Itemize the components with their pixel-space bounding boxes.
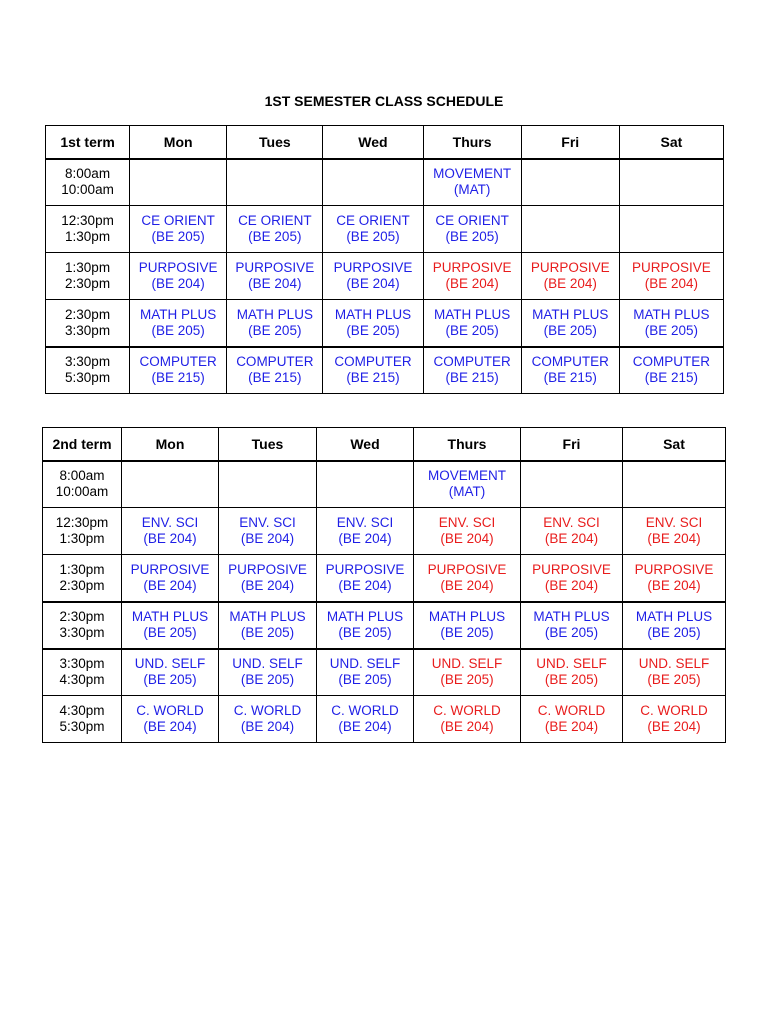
- class-name: MATH PLUS: [532, 306, 609, 322]
- class-cell: [227, 347, 323, 394]
- day-header-tues: Tues: [219, 428, 317, 461]
- class-cell: [619, 347, 723, 394]
- class-room: (BE 204): [544, 531, 599, 546]
- class-cell: [423, 159, 521, 206]
- class-room: (BE 204): [248, 276, 302, 291]
- class-cell: [619, 253, 723, 300]
- day-header-thurs: Thurs: [423, 126, 521, 159]
- class-cell: [122, 649, 219, 696]
- header-row: [43, 428, 726, 461]
- class-name: MOVEMENT: [427, 468, 506, 484]
- day-header-wed: Wed: [323, 126, 423, 159]
- schedule-row: [43, 461, 726, 508]
- day-header-fri: Fri: [521, 428, 623, 461]
- empty-cell: [619, 206, 723, 253]
- class-name: CE ORIENT: [435, 213, 509, 228]
- class-cell: [414, 649, 521, 696]
- class-cell: [323, 253, 423, 300]
- class-room: (BE 205): [240, 672, 295, 688]
- schedule-table-1st-term: [45, 125, 724, 394]
- empty-cell: [317, 461, 414, 508]
- class-room: (BE 204): [440, 577, 494, 593]
- day-header-mon: Mon: [122, 428, 219, 461]
- time-start: 12:30pm: [61, 213, 114, 228]
- class-name: UND. SELF: [329, 656, 401, 672]
- class-room: (BE 204): [647, 577, 701, 593]
- schedule-row: [43, 555, 726, 602]
- class-cell: [521, 555, 623, 602]
- class-name: UND. SELF: [134, 656, 206, 672]
- class-name: PURPOSIVE: [325, 561, 405, 577]
- time-slot-cell: [46, 159, 130, 206]
- class-name: UND. SELF: [232, 656, 303, 672]
- class-cell: [323, 300, 423, 347]
- class-room: (BE 204): [544, 719, 599, 734]
- time-start: 4:30pm: [59, 703, 105, 718]
- class-cell: [317, 555, 414, 602]
- class-room: (BE 205): [445, 322, 499, 338]
- class-cell: [122, 602, 219, 649]
- class-name: C. WORLD: [433, 703, 501, 718]
- class-name: COMPUTER: [334, 354, 412, 370]
- class-cell: [130, 347, 227, 394]
- class-room: (BE 204): [338, 531, 392, 546]
- schedule-row: [43, 602, 726, 649]
- class-cell: [623, 555, 726, 602]
- class-name: PURPOSIVE: [228, 561, 307, 577]
- class-name: MATH PLUS: [131, 609, 209, 624]
- class-cell: [130, 300, 227, 347]
- time-end: 3:30pm: [65, 322, 111, 338]
- time-end: 5:30pm: [65, 370, 111, 386]
- class-name: MOVEMENT: [433, 166, 512, 182]
- empty-cell: [219, 461, 317, 508]
- class-name: CE ORIENT: [141, 213, 215, 228]
- class-room: (BE 205): [151, 322, 205, 338]
- time-start: 3:30pm: [59, 656, 105, 672]
- class-room: (BE 205): [647, 672, 701, 688]
- class-name: ENV. SCI: [141, 515, 199, 530]
- time-start: 2:30pm: [65, 306, 111, 322]
- day-header-sat: Sat: [619, 126, 723, 159]
- class-cell: [623, 602, 726, 649]
- class-name: PURPOSIVE: [235, 260, 315, 275]
- class-cell: [521, 347, 619, 394]
- class-name: C. WORLD: [537, 703, 606, 718]
- class-name: UND. SELF: [431, 656, 503, 672]
- class-cell: [521, 508, 623, 555]
- class-name: MATH PLUS: [635, 609, 713, 624]
- day-header-sat: Sat: [623, 428, 726, 461]
- class-name: COMPUTER: [433, 354, 511, 370]
- class-room: (MAT): [453, 182, 491, 198]
- empty-cell: [130, 159, 227, 206]
- time-slot-cell: [46, 347, 130, 394]
- class-cell: [423, 347, 521, 394]
- time-start: 8:00am: [59, 468, 105, 484]
- class-room: (BE 204): [338, 577, 392, 593]
- class-cell: [623, 649, 726, 696]
- class-cell: [130, 253, 227, 300]
- day-header-wed: Wed: [317, 428, 414, 461]
- class-cell: [317, 602, 414, 649]
- term-header: 1st term: [46, 126, 130, 159]
- time-slot-cell: [43, 461, 122, 508]
- empty-cell: [122, 461, 219, 508]
- class-room: (BE 205): [143, 625, 197, 640]
- class-cell: [219, 696, 317, 743]
- class-room: (BE 204): [240, 719, 295, 734]
- class-room: (BE 205): [151, 229, 205, 244]
- class-room: (BE 204): [143, 531, 197, 546]
- time-slot-cell: [43, 555, 122, 602]
- class-room: (BE 205): [647, 625, 701, 640]
- class-room: (BE 205): [346, 229, 400, 244]
- class-room: (BE 205): [544, 625, 599, 640]
- class-cell: [521, 253, 619, 300]
- class-cell: [414, 508, 521, 555]
- class-name: MATH PLUS: [633, 306, 710, 322]
- time-start: 1:30pm: [59, 561, 105, 577]
- term-header: 2nd term: [43, 428, 122, 461]
- class-name: MATH PLUS: [334, 306, 412, 322]
- class-room: (BE 205): [248, 322, 302, 338]
- class-name: ENV. SCI: [438, 515, 496, 530]
- class-cell: [414, 696, 521, 743]
- empty-cell: [323, 159, 423, 206]
- class-room: (BE 215): [644, 370, 699, 386]
- class-cell: [219, 602, 317, 649]
- class-name: COMPUTER: [531, 354, 609, 370]
- class-room: (BE 204): [544, 577, 599, 593]
- class-name: PURPOSIVE: [130, 561, 210, 577]
- time-slot-cell: [46, 253, 130, 300]
- class-room: (BE 204): [644, 276, 699, 291]
- schedule-row: [46, 300, 724, 347]
- time-end: 10:00am: [55, 484, 109, 500]
- class-room: (BE 215): [445, 370, 499, 386]
- class-room: (BE 215): [248, 370, 302, 386]
- class-cell: [623, 696, 726, 743]
- class-cell: [423, 206, 521, 253]
- class-name: PURPOSIVE: [532, 561, 611, 577]
- class-cell: [122, 508, 219, 555]
- class-name: MATH PLUS: [229, 609, 306, 624]
- class-name: MATH PLUS: [433, 306, 511, 322]
- class-cell: [414, 602, 521, 649]
- page-title: 1ST SEMESTER CLASS SCHEDULE: [264, 93, 504, 109]
- class-room: (BE 204): [338, 719, 392, 734]
- class-room: (BE 204): [143, 577, 197, 593]
- class-cell: [521, 300, 619, 347]
- empty-cell: [227, 159, 323, 206]
- time-slot-cell: [46, 206, 130, 253]
- class-name: ENV. SCI: [336, 515, 394, 530]
- class-name: PURPOSIVE: [432, 260, 512, 275]
- day-header-tues: Tues: [227, 126, 323, 159]
- class-name: COMPUTER: [139, 354, 217, 370]
- time-start: 2:30pm: [59, 609, 105, 624]
- class-room: (BE 215): [346, 370, 400, 386]
- class-name: UND. SELF: [638, 656, 710, 672]
- time-end: 10:00am: [61, 182, 114, 198]
- class-room: (BE 204): [543, 276, 597, 291]
- day-header-thurs: Thurs: [414, 428, 521, 461]
- class-cell: [130, 206, 227, 253]
- empty-cell: [521, 206, 619, 253]
- class-room: (BE 205): [346, 322, 400, 338]
- time-slot-cell: [43, 602, 122, 649]
- class-name: PURPOSIVE: [634, 561, 714, 577]
- class-cell: [521, 602, 623, 649]
- class-name: ENV. SCI: [543, 515, 600, 530]
- class-room: (BE 205): [440, 672, 494, 688]
- class-name: MATH PLUS: [428, 609, 506, 624]
- class-name: PURPOSIVE: [530, 260, 610, 275]
- header-row: [46, 126, 724, 159]
- class-name: C. WORLD: [233, 703, 302, 718]
- class-room: (BE 205): [445, 229, 499, 244]
- class-room: (BE 205): [338, 625, 392, 640]
- time-end: 2:30pm: [65, 276, 111, 291]
- schedule-row: [46, 159, 724, 206]
- class-cell: [323, 347, 423, 394]
- schedule-row: [46, 253, 724, 300]
- class-name: MATH PLUS: [326, 609, 404, 624]
- class-room: (BE 204): [346, 276, 400, 291]
- class-name: PURPOSIVE: [427, 561, 507, 577]
- class-room: (BE 205): [143, 672, 197, 688]
- class-name: CE ORIENT: [336, 213, 410, 228]
- class-room: (BE 205): [240, 625, 295, 640]
- class-room: (MAT): [448, 484, 486, 500]
- class-room: (BE 204): [440, 719, 494, 734]
- class-cell: [219, 508, 317, 555]
- time-end: 1:30pm: [59, 531, 105, 546]
- class-cell: [317, 508, 414, 555]
- class-room: (BE 204): [143, 719, 197, 734]
- class-cell: [122, 555, 219, 602]
- class-name: C. WORLD: [136, 703, 204, 718]
- class-cell: [623, 508, 726, 555]
- class-room: (BE 204): [240, 531, 295, 546]
- time-end: 1:30pm: [65, 229, 111, 244]
- schedule-table-2nd-term: [42, 427, 726, 743]
- class-cell: [619, 300, 723, 347]
- class-cell: [423, 300, 521, 347]
- class-room: (BE 205): [544, 672, 599, 688]
- class-cell: [227, 206, 323, 253]
- class-room: (BE 205): [338, 672, 392, 688]
- class-name: COMPUTER: [632, 354, 711, 370]
- time-end: 5:30pm: [59, 719, 105, 734]
- class-room: (BE 205): [440, 625, 494, 640]
- empty-cell: [521, 461, 623, 508]
- class-room: (BE 215): [151, 370, 205, 386]
- class-room: (BE 205): [644, 322, 699, 338]
- class-name: C. WORLD: [331, 703, 399, 718]
- time-end: 2:30pm: [59, 577, 105, 593]
- schedule-row: [43, 696, 726, 743]
- time-end: 3:30pm: [59, 625, 105, 640]
- class-cell: [423, 253, 521, 300]
- class-cell: [414, 555, 521, 602]
- class-name: ENV. SCI: [645, 515, 703, 530]
- class-name: COMPUTER: [236, 354, 314, 370]
- class-room: (BE 204): [647, 531, 701, 546]
- empty-cell: [521, 159, 619, 206]
- schedule-row: [43, 649, 726, 696]
- class-name: UND. SELF: [536, 656, 607, 672]
- class-name: MATH PLUS: [236, 306, 313, 322]
- class-room: (BE 204): [445, 276, 499, 291]
- class-room: (BE 205): [543, 322, 597, 338]
- class-name: PURPOSIVE: [138, 260, 218, 275]
- class-name: C. WORLD: [640, 703, 708, 718]
- time-slot-cell: [43, 649, 122, 696]
- time-start: 1:30pm: [65, 260, 111, 275]
- time-slot-cell: [46, 300, 130, 347]
- time-end: 4:30pm: [59, 672, 105, 688]
- class-name: CE ORIENT: [238, 213, 312, 228]
- class-room: (BE 204): [647, 719, 701, 734]
- class-cell: [227, 253, 323, 300]
- time-start: 3:30pm: [65, 354, 111, 370]
- class-cell: [219, 649, 317, 696]
- class-cell: [122, 696, 219, 743]
- empty-cell: [623, 461, 726, 508]
- day-header-mon: Mon: [130, 126, 227, 159]
- class-cell: [414, 461, 521, 508]
- day-header-fri: Fri: [521, 126, 619, 159]
- class-room: (BE 204): [240, 577, 295, 593]
- schedule-row: [46, 347, 724, 394]
- time-slot-cell: [43, 508, 122, 555]
- time-start: 8:00am: [65, 166, 111, 182]
- schedule-row: [46, 206, 724, 253]
- class-name: MATH PLUS: [140, 306, 217, 322]
- class-room: (BE 205): [248, 229, 302, 244]
- class-cell: [317, 696, 414, 743]
- class-cell: [521, 696, 623, 743]
- class-cell: [227, 300, 323, 347]
- time-slot-cell: [43, 696, 122, 743]
- class-room: (BE 215): [543, 370, 597, 386]
- class-room: (BE 204): [440, 531, 494, 546]
- class-cell: [521, 649, 623, 696]
- class-cell: [219, 555, 317, 602]
- empty-cell: [619, 159, 723, 206]
- class-name: PURPOSIVE: [632, 260, 711, 275]
- class-cell: [317, 649, 414, 696]
- class-name: ENV. SCI: [239, 515, 296, 530]
- class-name: MATH PLUS: [533, 609, 610, 624]
- class-cell: [323, 206, 423, 253]
- class-room: (BE 204): [151, 276, 205, 291]
- time-start: 12:30pm: [55, 515, 109, 530]
- class-name: PURPOSIVE: [333, 260, 413, 275]
- schedule-row: [43, 508, 726, 555]
